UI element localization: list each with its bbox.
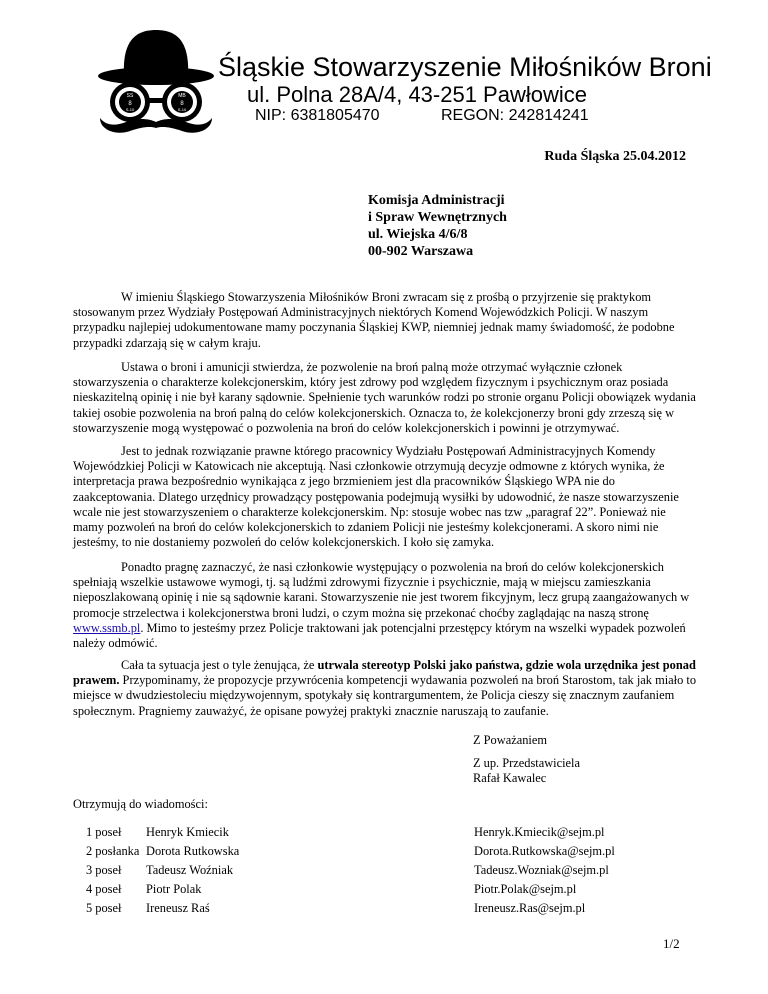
body-paragraph-2 bbox=[73, 360, 699, 436]
recipient-line-2: i Spraw Wewnętrznych bbox=[368, 210, 507, 225]
recipient-line-3: ul. Wiejska 4/6/8 bbox=[368, 227, 468, 242]
left-lens-top-text: SS bbox=[126, 93, 134, 99]
cc-email: Ireneusz.Ras@sejm.pl bbox=[474, 901, 586, 915]
left-lens-bottom-text: S-10 bbox=[125, 107, 135, 112]
cc-name: Dorota Rutkowska bbox=[146, 844, 240, 858]
cc-email: Tadeusz.Wozniak@sejm.pl bbox=[474, 863, 609, 877]
left-lens-mid-text: 8 bbox=[128, 101, 132, 107]
paragraph-4-text-b: . Mimo to jesteśmy przez Policje traktowani jak potencjalni przestępcy którym na wszelki wypadek pozwoleń należy odmówić. bbox=[73, 620, 686, 651]
cc-email: Dorota.Rutkowska@sejm.pl bbox=[474, 844, 615, 858]
recipient-line-1: Komisja Administracji bbox=[368, 193, 505, 208]
table-row bbox=[86, 901, 615, 920]
recipient-line-4: 00-902 Warszawa bbox=[368, 244, 474, 259]
cc-role: 1 poseł bbox=[86, 825, 122, 839]
cc-name: Ireneusz Raś bbox=[146, 901, 210, 915]
paragraph-5-text-a: Cała ta sytuacja jest o tyle żenująca, że bbox=[121, 658, 318, 672]
cc-role: 5 poseł bbox=[86, 901, 122, 915]
body-paragraph-5 bbox=[73, 658, 699, 719]
paragraph-5-text-b: Przypominamy, że propozycje przywrócenia kompetencji wydawania pozwoleń na broń Starostom, tak jak miało to miejsce w dwudziestoleciu międzywojennym, spotykały się kontrargumentem, że Policja cieszy się znacznym zaufaniem społecznym. Pragniemy zauważyć, że opisane powyżej praktyki znacznie naruszają to zaufanie. bbox=[73, 673, 697, 718]
right-lens-mid-text: 8 bbox=[180, 101, 184, 107]
website-link[interactable]: www.ssmb.pl bbox=[73, 620, 141, 635]
signature-on-behalf: Z up. Przedstawiciela bbox=[473, 756, 581, 770]
table-row bbox=[86, 844, 615, 863]
body-paragraph-4 bbox=[73, 560, 699, 651]
bowler-hat-icon bbox=[98, 30, 214, 85]
organization-name: Śląskie Stowarzyszenie Miłośników Broni bbox=[218, 52, 712, 82]
table-row bbox=[86, 825, 615, 844]
date-line: Ruda Śląska 25.04.2012 bbox=[544, 149, 686, 164]
cc-table bbox=[86, 825, 615, 920]
paragraph-2-text: Ustawa o broni i amunicji stwierdza, że pozwolenie na broń palną może otrzymać wyłącznie członek stowarzyszenia o charakterze kolekcjonerskim, który jest zdrowy pod względem fizycznym i psychicznym oraz posiada nieskazitelną opinię i nie był karany sądownie. Spełnienie tych warunków rodzi po stronie organu Policji obowiązek wydania takiej osobie pozwolenia na broń palną do celów kolekcjonerskich. Oznacza to, że kolekcjonerzy broni gdy zrzeszą się w stowarzyszenie mogą występować o pozwolenia na broń do celów kolekcjonerskich i powinni je otrzymywać. bbox=[73, 360, 696, 435]
cc-email: Henryk.Kmiecik@sejm.pl bbox=[474, 825, 605, 839]
nip-number: NIP: 6381805470 bbox=[255, 107, 380, 124]
cc-role: 3 poseł bbox=[86, 863, 122, 877]
cc-role: 2 posłanka bbox=[86, 844, 140, 858]
organization-address: ul. Polna 28A/4, 43-251 Pawłowice bbox=[247, 82, 587, 107]
table-row bbox=[86, 882, 615, 901]
moustache-icon bbox=[100, 118, 212, 133]
cc-heading: Otrzymują do wiadomości: bbox=[73, 797, 208, 811]
page-number: 1/2 bbox=[663, 936, 680, 951]
regon-number: REGON: 242814241 bbox=[441, 107, 589, 124]
body-paragraph-1 bbox=[73, 290, 699, 351]
cc-name: Piotr Polak bbox=[146, 882, 202, 896]
recipient-address bbox=[368, 192, 507, 260]
body-paragraph-3 bbox=[73, 444, 699, 550]
paragraph-1-text: W imieniu Śląskiego Stowarzyszenia Miłośników Broni zwracam się z prośbą o przyjrzenie się praktykom stosowanym przez Wydziały Postępowań Administracyjnych niektórych Komend Wojewódzkich Policji. W naszym przypadku najlepiej udokumentowane mamy poczynania Śląskiej KWP, niemniej jednak mamy świadomość, że podobne przypadki zdarzają się w całym kraju. bbox=[73, 290, 675, 350]
right-lens-top-text: MB bbox=[178, 93, 186, 99]
cc-role: 4 poseł bbox=[86, 882, 122, 896]
signature-name: Rafał Kawalec bbox=[473, 771, 547, 785]
cc-email: Piotr.Polak@sejm.pl bbox=[474, 882, 577, 896]
signature-closing: Z Poważaniem bbox=[473, 733, 547, 747]
cc-name: Tadeusz Woźniak bbox=[146, 863, 234, 877]
right-lens-bottom-text: S-10 bbox=[177, 107, 187, 112]
paragraph-4-text-a: Ponadto pragnę zaznaczyć, że nasi członkowie występujący o pozwolenia na broń do celów kolekcjonerskich spełniają wszelkie ustawowe wymogi, tj. są ludźmi zdrowymi fizycznie i psychicznie, mają w miejscu zamieszkania nieposzlakowaną opinię i nie są sądownie karani. Stowarzyszenie nie jest tworem fikcyjnym, lecz grupą zaangażowanych w promocje strzelectwa i kolekcjonerstwa broni ludzi, o czym można się przekonać choćby zaglądając na naszą stronę bbox=[73, 560, 690, 620]
paragraph-3-text: Jest to jednak rozwiązanie prawne którego pracownicy Wydziału Postępowań Administracyjnych Komendy Wojewódzkiej Policji w Katowicach nie akceptują. Nasi członkowie otrzymują decyzje odmowne z których wynika, że interpretacja prawa bezpośrednio wynikająca z jego brzmieniem jest dla pracowników Śląskiego WPA nie do zaakceptowania. Dlatego urzędnicy prowadzący postępowania podejmują wysiłki by udowodnić, że nasze stowarzyszenie wcale nie jest stowarzyszeniem o charakterze kolekcjonerskim. Np: stosuje wobec nas tzw „paragraf 22”. Ponieważ nie mamy pozwoleń na broń do celów kolekcjonerskich to zdaniem Policji nie jesteśmy kolekcjonerami. A skoro nimi nie jesteśmy, to nie dostaniemy pozwoleń do celów kolekcjonerskich. I koło się zamyka. bbox=[73, 444, 679, 550]
paragraph-5-bold-text: utrwala stereotyp Polski jako państwa, gdzie wola urzędnika jest ponad prawem. bbox=[73, 658, 696, 688]
cc-name: Henryk Kmiecik bbox=[146, 825, 229, 839]
glasses-icon bbox=[110, 82, 202, 122]
logo bbox=[86, 18, 226, 136]
table-row bbox=[86, 863, 615, 882]
